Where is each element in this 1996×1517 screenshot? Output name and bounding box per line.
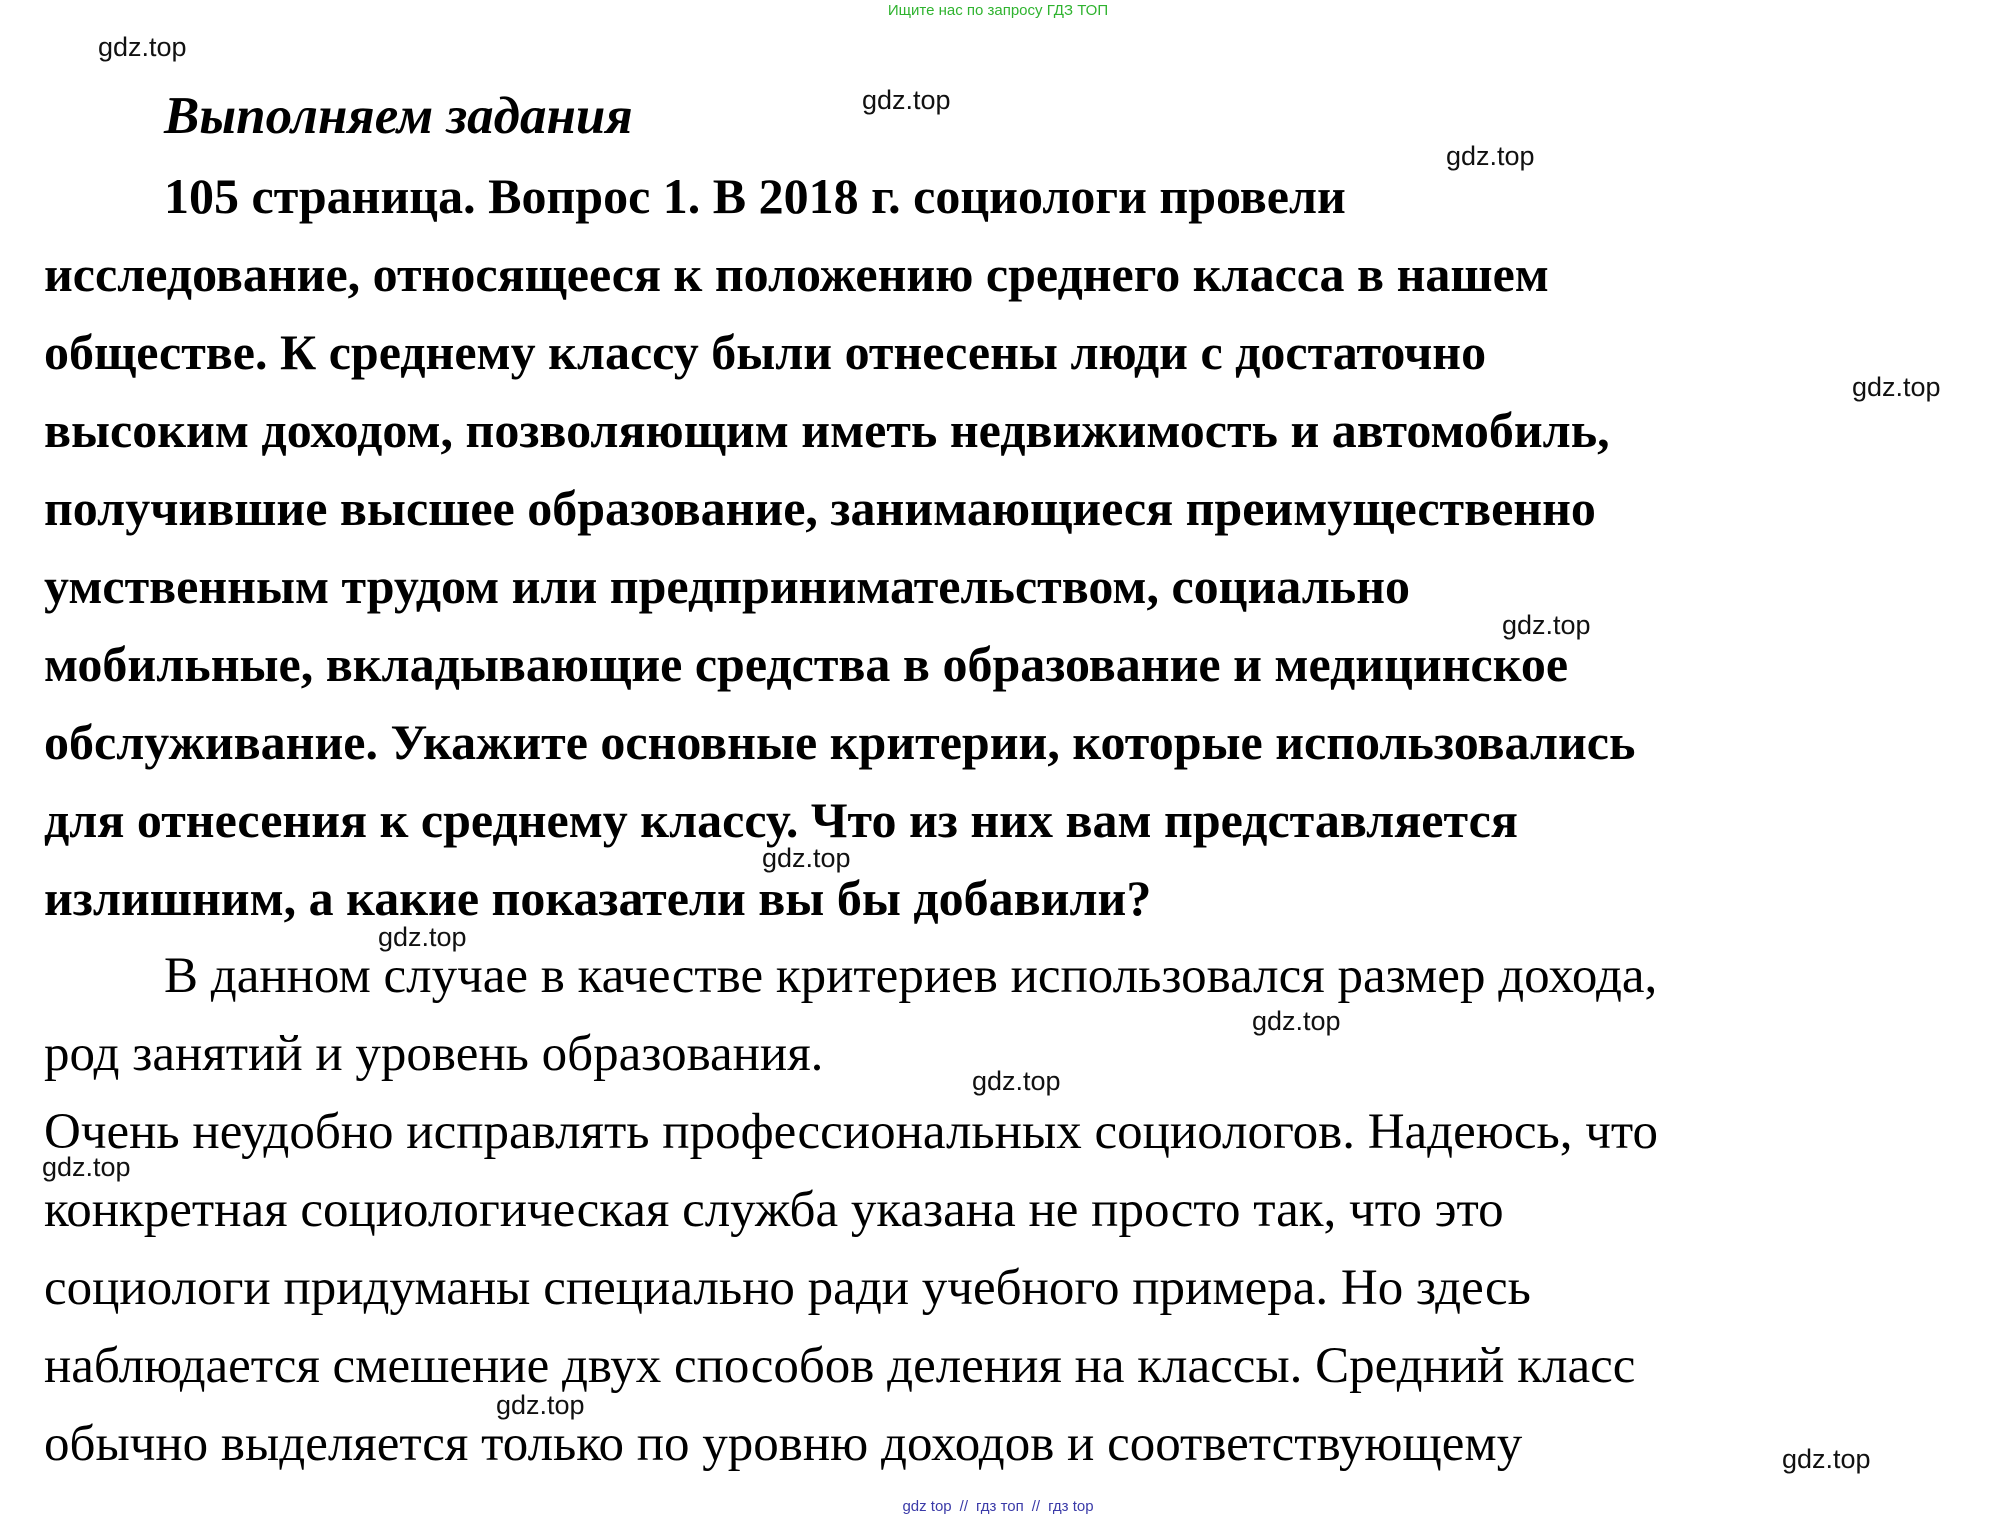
question-line: высоким доходом, позволяющим иметь недвижимость и автомобиль, [44,402,1610,458]
watermark: gdz.top [1446,141,1535,171]
answer-line: обычно выделяется только по уровню доходов и соответствующему [44,1416,1523,1472]
watermark: gdz.top [1502,610,1591,640]
watermark: gdz.top [42,1152,131,1182]
watermark: gdz.top [1782,1444,1871,1474]
watermark: gdz.top [972,1066,1061,1096]
section-title: Выполняем задания [164,87,633,145]
question-line: обществе. К среднему классу были отнесены люди с достаточно [44,324,1487,380]
answer-line: В данном случае в качестве критериев использовался размер дохода, [164,948,1658,1004]
watermark: gdz.top [862,85,951,115]
question-line: мобильные, вкладывающие средства в образование и медицинское [44,636,1569,692]
question-line: обслуживание. Укажите основные критерии, которые использовались [44,714,1636,770]
question-line: исследование, относящееся к положению среднего класса в нашем [44,246,1549,302]
footer-link[interactable]: gdz top [902,1498,952,1515]
watermark: gdz.top [98,32,187,62]
answer-line: социологи придуманы специально ради учебного примера. Но здесь [44,1260,1531,1316]
question-line: 105 страница. Вопрос 1. В 2018 г. социологи провели [164,168,1346,224]
footer [0,1498,1996,1515]
watermark: gdz.top [1252,1006,1341,1036]
footer-link[interactable]: гдз топ [976,1498,1024,1515]
question-line: для отнесения к среднему классу. Что из них вам представляется [44,792,1518,848]
top-banner: Ищите нас по запросу ГДЗ ТОП [887,2,1109,19]
answer-line: род занятий и уровень образования. [44,1026,824,1082]
watermark: gdz.top [1852,372,1941,402]
answer-line: наблюдается смешение двух способов деления на классы. Средний класс [44,1338,1636,1394]
answer-line: Очень неудобно исправлять профессиональных социологов. Надеюсь, что [44,1104,1659,1160]
footer-link[interactable]: гдз top [1048,1498,1094,1515]
watermark: gdz.top [378,922,467,952]
footer-separator: // [1031,1498,1041,1515]
question-line: умственным трудом или предпринимательством, социально [44,558,1411,614]
watermark: gdz.top [496,1390,585,1420]
watermark: gdz.top [762,843,851,873]
question-line: излишним, а какие показатели вы бы добавили? [44,870,1152,926]
footer-separator: // [959,1498,968,1515]
question-line: получившие высшее образование, занимающиеся преимущественно [44,480,1596,536]
answer-line: конкретная социологическая служба указана не просто так, что это [44,1182,1504,1238]
